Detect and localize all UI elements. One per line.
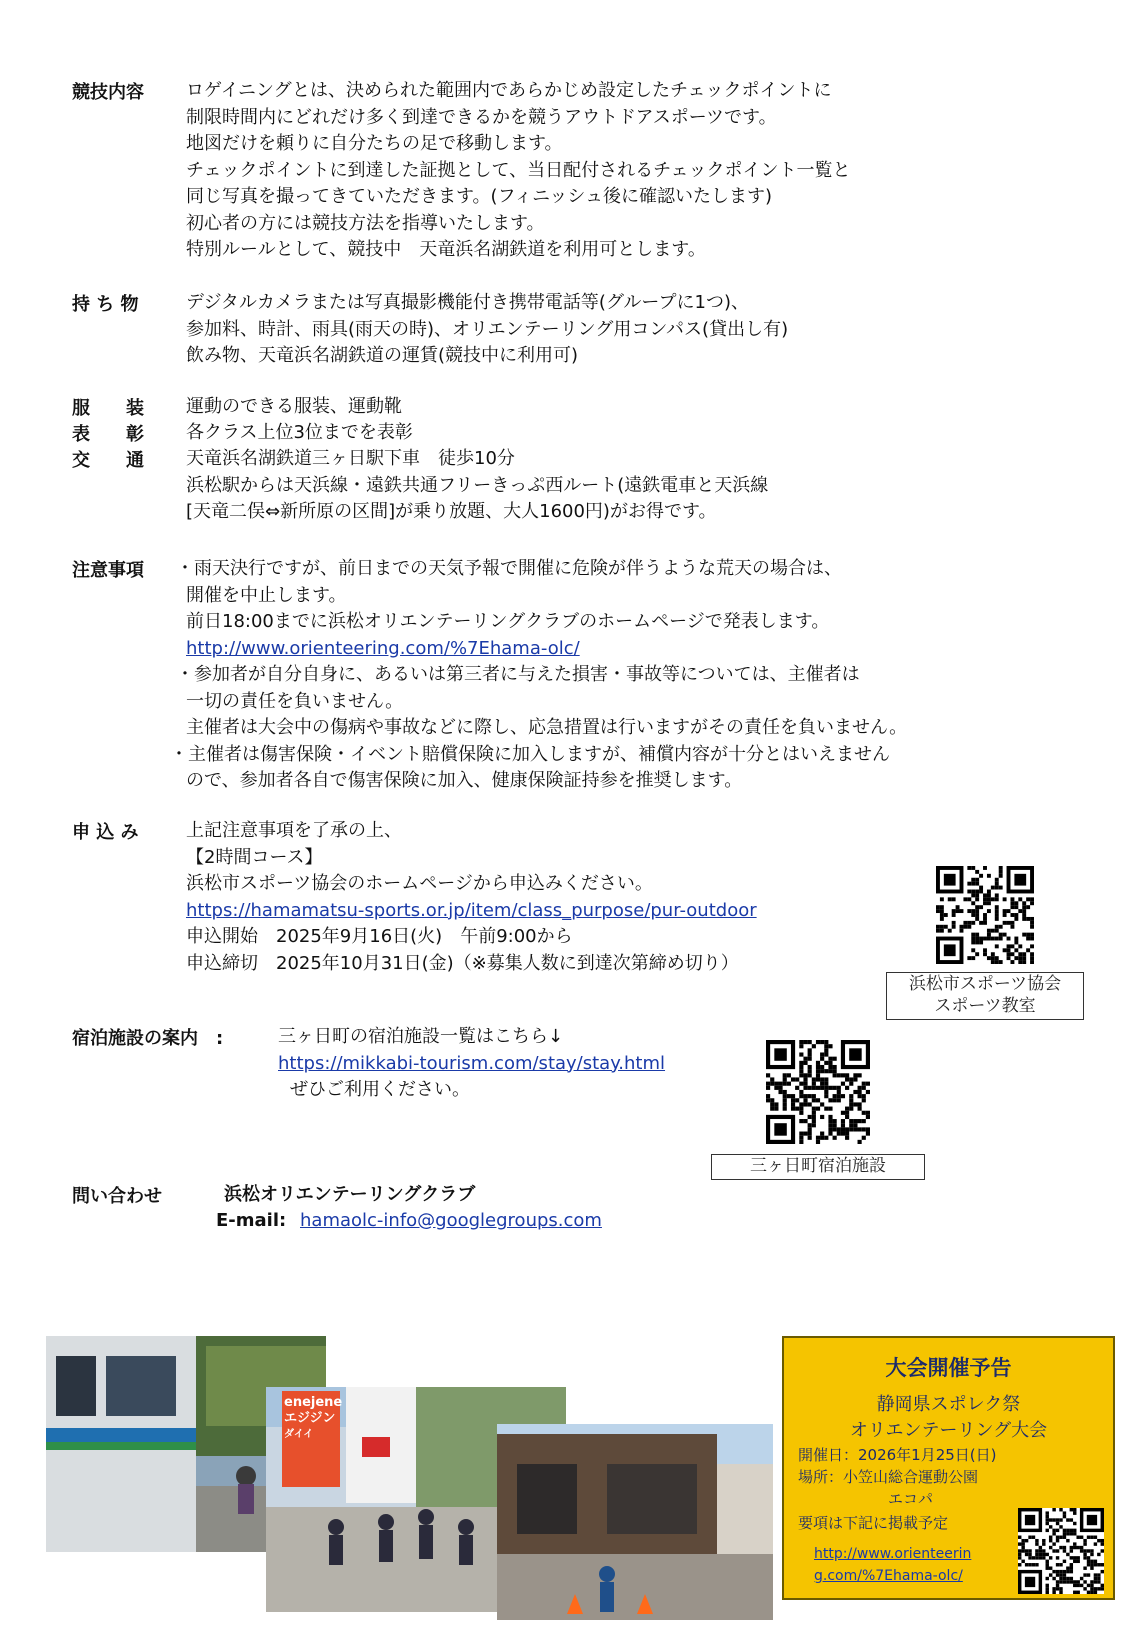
label-mochimono: 持 ち 物 bbox=[72, 294, 139, 315]
kyogi-line: チェックポイントに到達した証拠として、当日配付されるチェックポイント一覧と bbox=[186, 159, 851, 181]
notice-line2: オリエンテーリング大会 bbox=[849, 1420, 1048, 1441]
kyogi-line: 同じ写真を撮ってきていただきます。(フィニッシュ後に確認いたします) bbox=[186, 186, 773, 207]
notice-url-line1[interactable]: http://www.orienteerin bbox=[814, 1546, 972, 1562]
chui-line: 前日18:00までに浜松オリエンテーリングクラブのホームページで発表します。 bbox=[186, 611, 830, 632]
mikkabi-tourism-link[interactable]: https://mikkabi-tourism.com/stay/stay.html bbox=[278, 1052, 666, 1074]
kyogi-line: 制限時間内にどれだけ多く到達できるかを競うアウトドアスポーツです。 bbox=[186, 106, 777, 128]
chui-line: ・雨天決行ですが、前日までの天気予報で開催に危険が伴うような荒天の場合は、 bbox=[176, 558, 842, 579]
mochimono-line: デジタルカメラまたは写真撮影機能付き携帯電話等(グループに1つ)、 bbox=[186, 292, 749, 313]
notice-place2: エコパ bbox=[888, 1490, 934, 1508]
hyosho-text: 各クラス上位3位までを表彰 bbox=[186, 422, 413, 443]
kotsu-line: 天竜浜名湖鉄道三ヶ日駅下車 徒歩10分 bbox=[186, 448, 515, 469]
qr-caption-mikkabi-lodging: 三ヶ日町宿泊施設 bbox=[711, 1154, 925, 1180]
mochimono-line: 参加料、時計、雨具(雨天の時)、オリエンテーリング用コンパス(貸出し有) bbox=[186, 318, 789, 340]
kyogi-line: 特別ルールとして、競技中 天竜浜名湖鉄道を利用可とします。 bbox=[186, 239, 706, 260]
kotsu-line: [天竜二俣⇔新所原の区間]が乗り放題、大人1600円)がお得です。 bbox=[186, 501, 717, 522]
shukuhaku-text bbox=[278, 1024, 665, 1104]
contact-email-link[interactable]: hamaolc-info@googlegroups.com bbox=[300, 1210, 602, 1231]
label-shukuhaku: 宿泊施設の案内 : bbox=[72, 1028, 224, 1049]
label-fukuso: 服 装 bbox=[72, 398, 144, 419]
label-toiawase: 問い合わせ bbox=[72, 1186, 162, 1207]
chui-text bbox=[170, 556, 908, 795]
chui-line: 主催者は大会中の傷病や事故などに際し、応急措置は行いますがその責任を負いません。 bbox=[186, 717, 908, 738]
chui-line: 開催を中止します。 bbox=[186, 584, 347, 606]
mochimono-line: 飲み物、天竜浜名湖鉄道の運賃(競技中に利用可) bbox=[186, 345, 579, 366]
label-moshikomi: 申 込 み bbox=[72, 822, 139, 843]
notice-url-line2[interactable]: g.com/%7Ehama-olc/ bbox=[814, 1568, 963, 1584]
photo-station-building bbox=[497, 1424, 773, 1620]
label-hyosho: 表 彰 bbox=[72, 424, 144, 445]
label-kotsu: 交 通 bbox=[72, 450, 144, 471]
chui-line: ・主催者は傷害保険・イベント賠償保険に加入しますが、補償内容が十分とはいえません bbox=[170, 743, 890, 765]
notice-title: 大会開催予告 bbox=[885, 1356, 1012, 1380]
qr-code-sports-association bbox=[936, 866, 1034, 964]
label-chui: 注意事項 bbox=[72, 560, 144, 581]
orienteering-link[interactable]: http://www.orienteering.com/%7Ehama-olc/ bbox=[186, 637, 580, 659]
kyogi-line: 地図だけを頼りに自分たちの足で移動します。 bbox=[186, 133, 563, 154]
shukuhaku-line: 三ヶ日町の宿泊施設一覧はこちら↓ bbox=[278, 1026, 564, 1047]
label-kyogi: 競技内容 bbox=[72, 82, 144, 103]
notice-place: 場所：小笠山総合運動公園 bbox=[798, 1468, 979, 1486]
moshikomi-line: 【2時間コース】 bbox=[186, 846, 323, 868]
moshikomi-line: 申込締切 2025年10月31日(金)（※募集人数に到達次第締め切り） bbox=[186, 952, 739, 974]
fukuso-text: 運動のできる服装、運動靴 bbox=[186, 396, 402, 417]
chui-line: ・参加者が自分自身に、あるいは第三者に与えた損害・事故等については、主催者は bbox=[176, 664, 860, 685]
qr-code-notice bbox=[1018, 1508, 1104, 1594]
kotsu-line: 浜松駅からは天浜線・遠鉄共通フリーきっぷ西ルート(遠鉄電車と天浜線 bbox=[186, 474, 769, 496]
kotsu-text bbox=[186, 446, 768, 526]
moshikomi-line: 上記注意事項を了承の上、 bbox=[186, 820, 402, 841]
moshikomi-line: 浜松市スポーツ協会のホームページから申込みください。 bbox=[186, 873, 653, 894]
chui-line: ので、参加者各自で傷害保険に加入、健康保険証持参を推奨します。 bbox=[186, 770, 743, 791]
chui-line: 一切の責任を負いません。 bbox=[186, 690, 404, 712]
email-label: E-mail: bbox=[216, 1210, 287, 1231]
kyogi-line: 初心者の方には競技方法を指導いたします。 bbox=[186, 212, 545, 234]
notice-date: 開催日：2026年1月25日(日) bbox=[798, 1446, 997, 1464]
shukuhaku-line: ぜひご利用ください。 bbox=[290, 1079, 470, 1100]
sign-brand: enejene エジジン ダイイ bbox=[284, 1395, 343, 1440]
contact-org: 浜松オリエンテーリングクラブ bbox=[224, 1184, 476, 1205]
qr-caption-sports-association: 浜松市スポーツ協会 スポーツ教室 bbox=[886, 972, 1084, 1020]
notice-line1: 静岡県スポレク祭 bbox=[876, 1394, 1021, 1415]
sports-association-link[interactable]: https://hamamatsu-sports.or.jp/item/class_purpose/pur-outdoor bbox=[186, 899, 757, 921]
kyogi-text bbox=[186, 78, 851, 264]
moshikomi-line: 申込開始 2025年9月16日(火) 午前9:00から bbox=[186, 926, 573, 947]
qr-code-mikkabi-lodging bbox=[766, 1040, 870, 1144]
event-notice-box bbox=[782, 1336, 1115, 1600]
kyogi-line: ロゲイニングとは、決められた範囲内であらかじめ設定したチェックポイントに bbox=[186, 80, 832, 101]
moshikomi-text bbox=[186, 818, 757, 977]
mochimono-text bbox=[186, 290, 788, 370]
notice-note: 要項は下記に掲載予定 bbox=[798, 1514, 949, 1532]
